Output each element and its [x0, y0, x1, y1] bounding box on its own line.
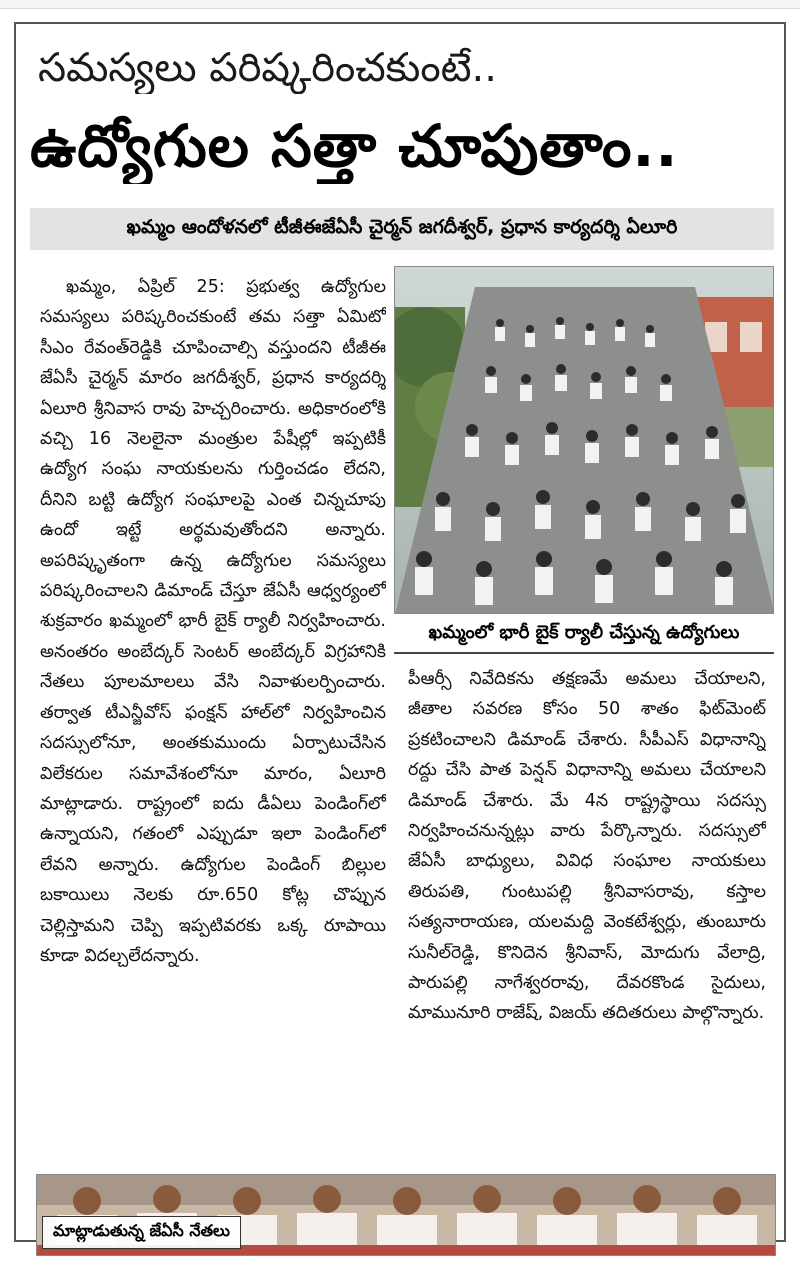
article-body-right: పీఆర్సీ నివేదికను తక్షణమే అమలు చేయాలని, జీతాల సవరణ కోసం 50 శాతం ఫిట్‌మెంట్ ప్రకటించాలని డిమాండ్ చేశారు. సీపీఎస్ విధానాన్ని రద్దు చేసి పాత పెన్షన్ విధానాన్ని అమలు చేయాలని డిమాండ్ చేశారు. మే 4న రాష్ట్రస్థాయి సదస్సు నిర్వహించనున్నట్లు వారు పేర్కొన్నారు. సదస్సులో జేఏసీ బాధ్యులు, వివిధ సంఘాల నాయకులు తిరుపతి, గుంటుపల్లి శ్రీనివాసరావు, కస్తాల సత్యనారాయణ, యలమద్ది వెంకటేశ్వర్లు, తుంబూరు సునీల్‌రెడ్డి, కొనిదెన శ్రీనివాస్, మోదుగు వేలాద్రి, పారుపల్లి నాగేశ్వరరావు, దేవరకొండ సైదులు, మామునూరి రాజేష్, విజయ్ తదితరులు పాల్గొన్నారు.	[408, 669, 766, 1024]
page-top-strip	[0, 0, 800, 9]
article-subheading: ఖమ్మం ఆందోళనలో టీజీఈజేఏసీ చైర్మన్ జగదీశ్వర్, ప్రధాన కార్యదర్శి ఏలూరి	[126, 215, 678, 238]
article-frame	[14, 22, 786, 1242]
press-meet-caption: మాట్లాడుతున్న జేఏసీ నేతలు	[42, 1216, 241, 1249]
bike-rally-photo	[394, 266, 774, 614]
article-kicker: సమస్యలు పరిష్కరించకుంటే..	[38, 45, 497, 91]
article-subheading-bar	[30, 208, 774, 250]
bike-rally-image	[395, 267, 774, 614]
bike-rally-caption: ఖమ్మంలో భారీ బైక్ ర్యాలీ చేస్తున్న ఉద్యోగులు	[394, 616, 774, 654]
article-headline: ఉద్యోగుల సత్తా చూపుతాం..	[30, 112, 679, 180]
article-body-left: ఖమ్మం, ఏప్రిల్ 25: ప్రభుత్వ ఉద్యోగుల సమస్యలు పరిష్కరించకుంటే తమ సత్తా ఏమిటో సీఎం రేవంత్‌రెడ్డికి చూపించాల్సి వస్తుందని టీజీఈ జేఏసీ చైర్మన్ మారం జగదీశ్వర్, ప్రధాన కార్యదర్శి ఏలూరి శ్రీనివాస రావు హెచ్చరించారు. అధికారంలోకి వచ్చి 16 నెలలైనా మంత్రుల పేషీల్లో ఇప్పటికీ ఉద్యోగ సంఘ నాయకులను గుర్తించడం లేదని, దీనిని బట్టి ఉద్యోగ సంఘాలపై ఎంత చిన్నచూపు ఉందో ఇట్టే అర్థమవుతోందని అన్నారు. అపరిష్కృతంగా ఉన్న ఉద్యోగుల సమస్యలు పరిష్కరించాలని డిమాండ్ చేస్తూ జేఏసీ ఆధ్వర్యంలో శుక్రవారం ఖమ్మంలో భారీ బైక్ ర్యాలీ నిర్వహించారు. అనంతరం అంబేద్కర్ సెంటర్ అంబేద్కర్ విగ్రహానికి నేతలు పూలమాలలు వేసి నివాళులర్పించారు. తర్వాత టీఎన్జీవోస్ ఫంక్షన్ హాల్‌లో నిర్వహించిన సదస్సులోనూ, అంతకుముందు ఏర్పాటుచేసిన విలేకరుల సమావేశంలోనూ మారం, ఏలూరి మాట్లాడారు. రాష్ట్రంలో ఐదు డీఏలు పెండింగ్‌లో ఉన్నాయని, గతంలో ఎప్పుడూ ఇలా పెండింగ్‌లో లేవని అన్నారు. ఉద్యోగుల పెండింగ్ బిల్లుల బకాయిలు నెలకు రూ.650 కోట్ల చొప్పున చెల్లిస్తామని చెప్పి ఇప్పటివరకు ఒక్క రూపాయి కూడా విదల్చలేదన్నారు.	[40, 277, 386, 966]
